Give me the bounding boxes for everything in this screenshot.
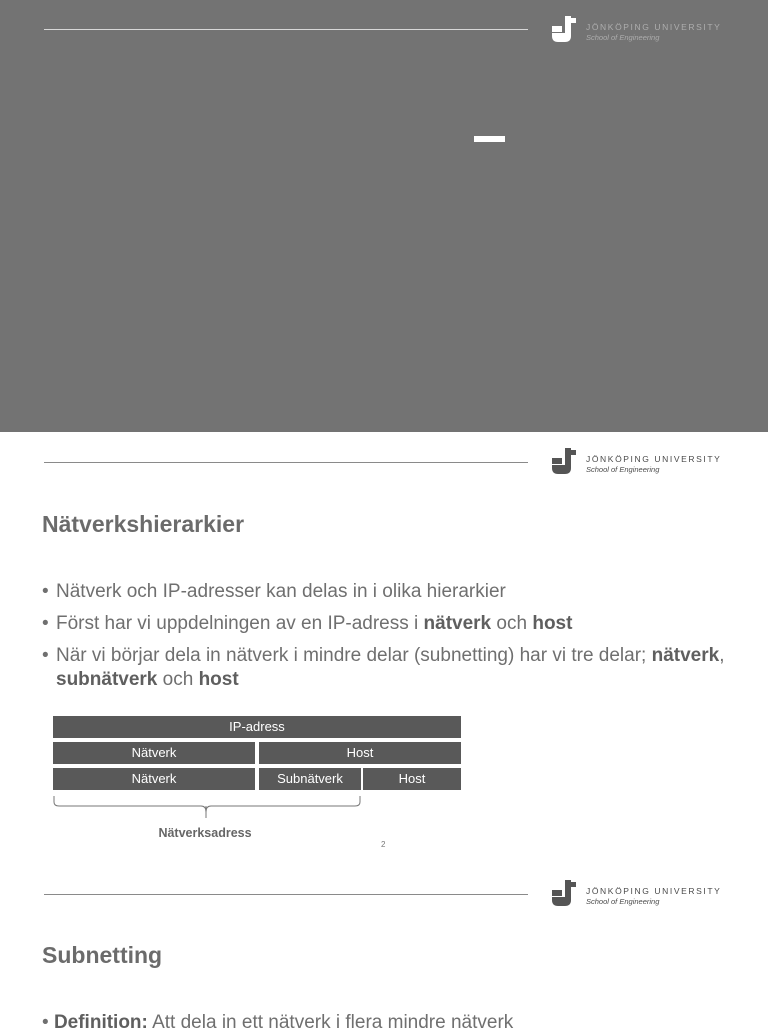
subnetwork-box: Subnätverk <box>259 768 361 790</box>
header-rule <box>44 894 528 895</box>
slide-title: Subnetting <box>42 942 163 968</box>
bold-term: host <box>198 669 239 690</box>
bullet-text: Först har vi uppdelningen av en IP-adress i <box>56 613 424 634</box>
bold-term: nätverk <box>651 645 720 666</box>
bullet-text: Att dela in ett nätverk i flera mindre nätverk <box>147 1012 514 1033</box>
bullet-text: Nätverk och IP-adresser kan delas in i olika hierarkier <box>56 581 506 602</box>
network-address-label: Nätverksadress <box>158 826 252 840</box>
logo-university-name: JÖNKÖPING UNIVERSITY <box>586 886 722 896</box>
slide-1 <box>0 0 768 432</box>
university-logo <box>552 16 752 46</box>
definition-label: Definition: <box>53 1012 148 1033</box>
ju-logo-icon <box>552 448 576 474</box>
logo-school-name: School of Engineering <box>586 465 660 474</box>
network-box: Nätverk <box>53 768 255 790</box>
header-rule <box>44 462 528 463</box>
bullet-text: , <box>719 645 725 666</box>
host-box: Host <box>363 768 461 790</box>
ju-logo-icon <box>552 880 576 906</box>
header-rule <box>44 29 528 30</box>
network-box: Nätverk <box>53 742 255 764</box>
logo-university-name: JÖNKÖPING UNIVERSITY <box>586 454 722 464</box>
bullet-item <box>42 644 732 692</box>
title-dash <box>474 136 505 142</box>
page-number: 2 <box>381 840 386 849</box>
host-box: Host <box>259 742 461 764</box>
bullet-item <box>42 580 732 604</box>
bullet-item: • Definition: Att dela in ett nätverk i flera mindre nätverk <box>42 1012 514 1033</box>
logo-school-name: School of Engineering <box>586 33 660 42</box>
bold-term: host <box>532 613 573 634</box>
university-logo <box>552 880 752 910</box>
university-logo <box>552 448 752 478</box>
bullet-text: och <box>491 613 533 634</box>
bullet-text: När vi börjar dela in nätverk i mindre delar (subnetting) har vi tre delar; <box>56 645 652 666</box>
slide-3 <box>0 864 768 1024</box>
bullet-item <box>42 612 732 636</box>
bullet-text: och <box>157 669 199 690</box>
bullet-list <box>42 580 732 700</box>
ip-address-box: IP-adress <box>53 716 461 738</box>
logo-university-name: JÖNKÖPING UNIVERSITY <box>586 22 722 32</box>
slide-title: Nätverkshierarkier <box>42 511 245 537</box>
bold-term: nätverk <box>423 613 492 634</box>
brace-icon <box>53 796 363 820</box>
logo-school-name: School of Engineering <box>586 897 660 906</box>
bold-term: subnätverk <box>56 669 158 690</box>
ju-logo-icon <box>552 16 576 42</box>
